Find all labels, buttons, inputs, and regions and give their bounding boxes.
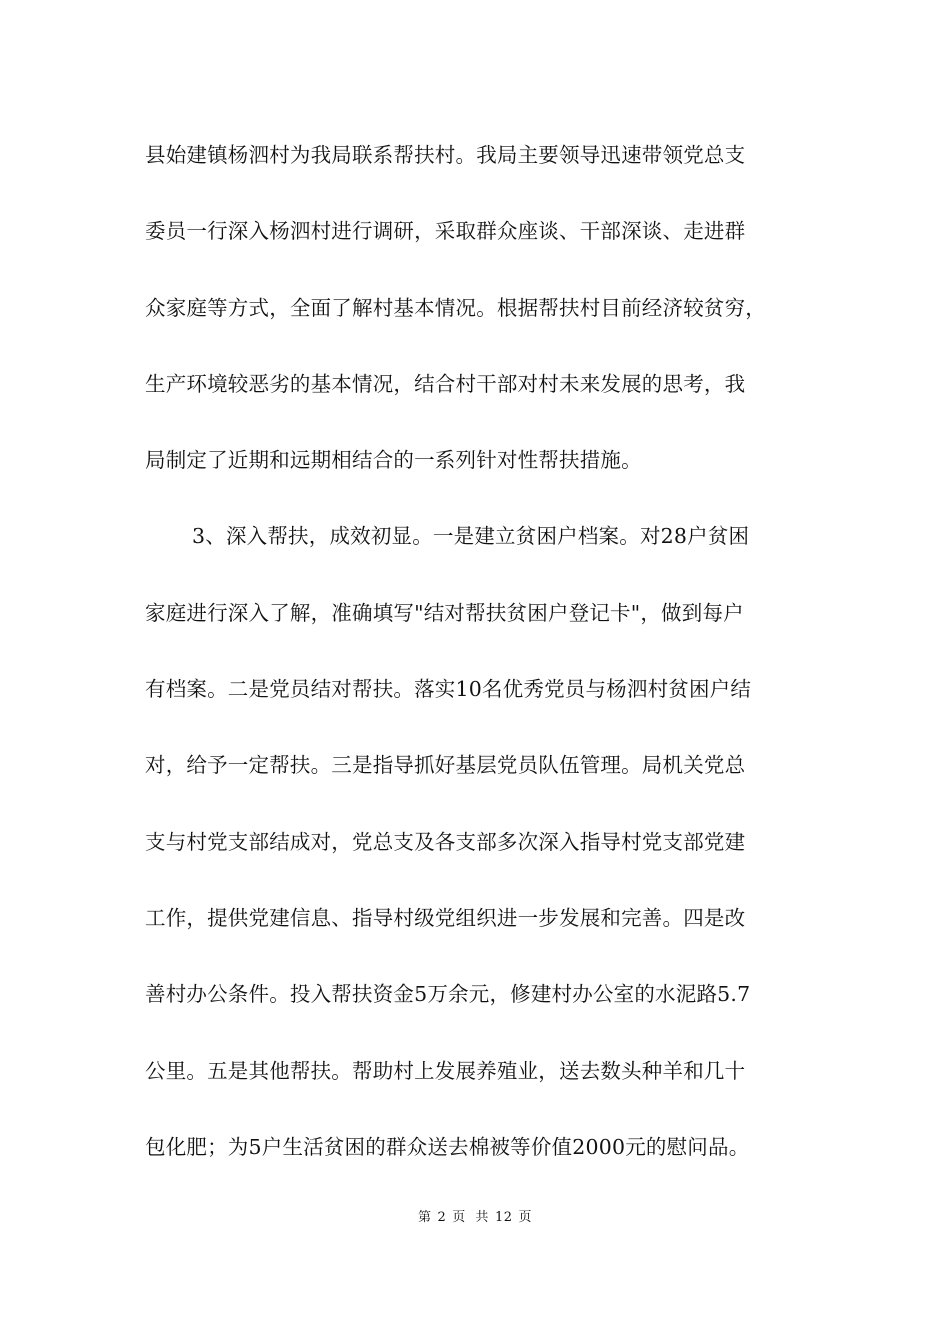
- page-label-suffix: 页: [518, 1210, 532, 1225]
- text-line: 工作，提供党建信息、指导村级党组织进一步发展和完善。四是改: [145, 905, 746, 930]
- text-line: 家庭进行深入了解，准确填写"结对帮扶贫困户登记卡"，做到每户: [145, 600, 744, 625]
- body-text: [145, 134, 835, 1202]
- total-pages-number: 12: [494, 1210, 513, 1225]
- text-line: 公里。五是其他帮扶。帮助村上发展养殖业，送去数头种羊和几十: [145, 1058, 746, 1083]
- text-line: 众家庭等方式，全面了解村基本情况。根据帮扶村目前经济较贫穷，: [145, 295, 766, 320]
- current-page-number: 2: [437, 1210, 447, 1225]
- text-line: 有档案。二是党员结对帮扶。落实10名优秀党员与杨泗村贫困户结: [145, 677, 752, 702]
- text-line: 委员一行深入杨泗村进行调研，采取群众座谈、干部深谈、走进群: [145, 219, 746, 244]
- text-line: 支与村党支部结成对，党总支及各支部多次深入指导村党支部党建: [145, 829, 746, 854]
- text-line: 对，给予一定帮扶。三是指导抓好基层党员队伍管理。局机关党总: [145, 753, 746, 778]
- page-label-prefix: 第: [418, 1210, 432, 1225]
- text-line: 局制定了近期和远期相结合的一系列针对性帮扶措施。: [145, 448, 642, 473]
- text-line-paragraph-start: 3、深入帮扶，成效初显。一是建立贫困户档案。对28户贫困: [192, 524, 750, 549]
- page-footer: [0, 1206, 950, 1225]
- page-label-mid: 页 共: [452, 1210, 489, 1225]
- text-line: 善村办公条件。投入帮扶资金5万余元，修建村办公室的水泥路5.7: [145, 982, 751, 1007]
- text-line: 县始建镇杨泗村为我局联系帮扶村。我局主要领导迅速带领党总支: [145, 143, 746, 167]
- text-line: 包化肥；为5户生活贫困的群众送去棉被等价值2000元的慰问品。: [145, 1134, 750, 1159]
- text-line: 生产环境较恶劣的基本情况，结合村干部对村未来发展的思考，我: [145, 371, 746, 396]
